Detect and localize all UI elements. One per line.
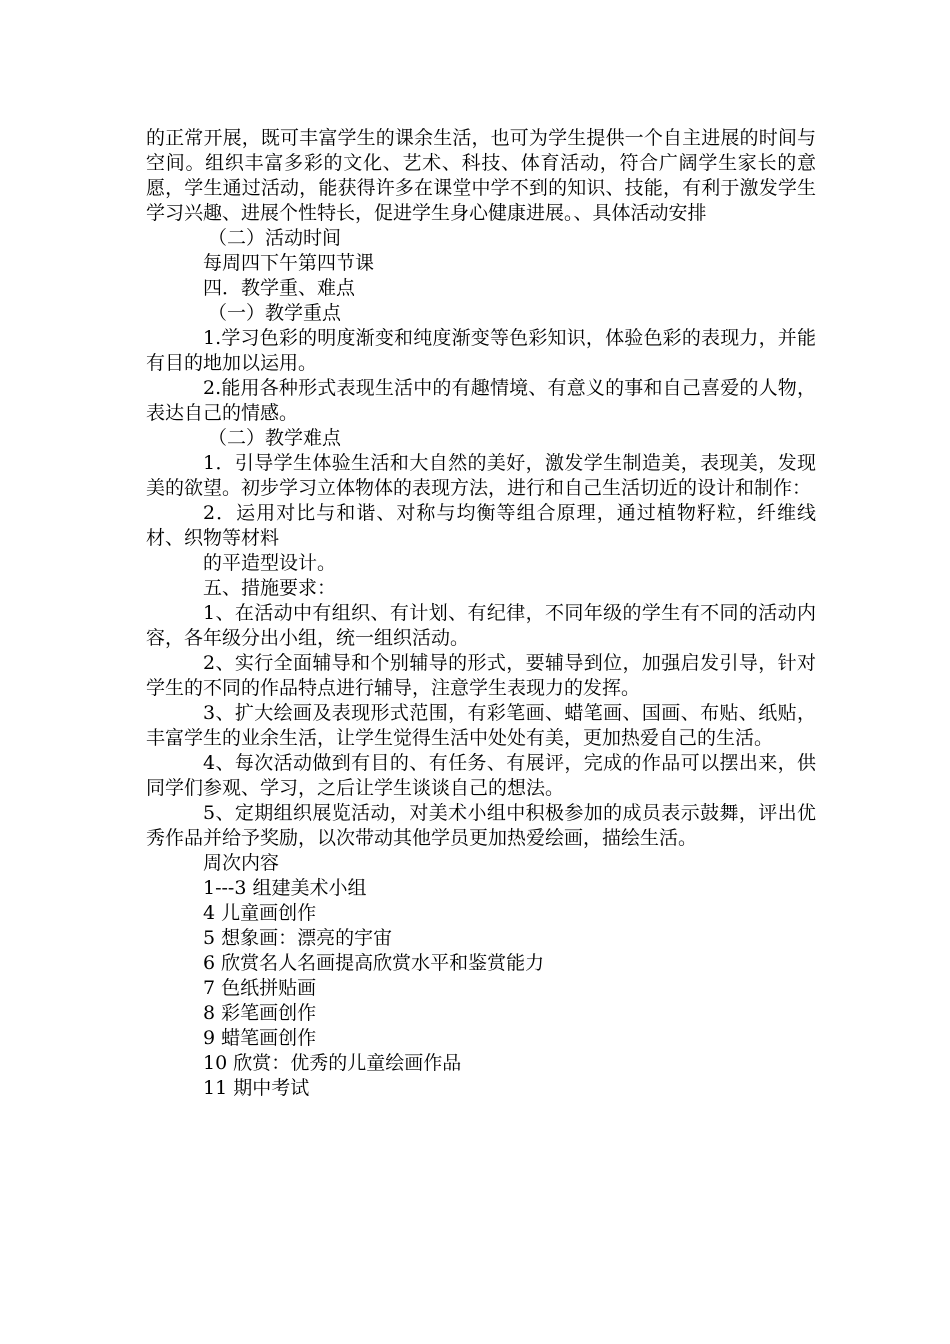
heading-measures: 五、措施要求： (203, 577, 337, 599)
schedule-item: 8 彩笔画创作 (203, 1002, 317, 1024)
schedule-item: 10 欣赏：优秀的儿童绘画作品 (203, 1052, 462, 1074)
schedule-item: 9 蜡笔画创作 (203, 1027, 317, 1049)
schedule-item: 4 儿童画创作 (203, 902, 317, 924)
schedule-item: 6 欣赏名人名画提高欣赏水平和鉴赏能力 (203, 952, 545, 974)
paragraph-measure-2: 2、实行全面辅导和个别辅导的形式，要辅导到位，加强启发引导，针对学生的不同的作品特点进行辅导，注意学生表现力的发挥。 (146, 652, 816, 699)
heading-difficult-points: （二）教学难点 (208, 427, 342, 449)
paragraph-activity-time: 每周四下午第四节课 (203, 252, 375, 274)
document-body (146, 126, 816, 1101)
paragraph-difficult-point-2: 2．运用对比与和谐、对称与均衡等组合原理，通过植物籽粒，纤维线材、织物等材料 (146, 502, 816, 549)
heading-key-difficult-points: 四．教学重、难点 (203, 277, 356, 299)
paragraph-measure-4: 4、每次活动做到有目的、有任务、有展评，完成的作品可以摆出来，供同学们参观、学习，之后让学生谈谈自己的想法。 (146, 752, 816, 799)
paragraph-key-point-2: 2.能用各种形式表现生活中的有趣情境、有意义的事和自己喜爱的人物，表达自己的情感。 (146, 377, 816, 424)
paragraph-measure-1: 1、在活动中有组织、有计划、有纪律，不同年级的学生有不同的活动内容，各年级分出小组，统一组织活动。 (146, 602, 816, 649)
schedule-item: 11 期中考试 (203, 1077, 310, 1099)
paragraph-measure-5: 5、定期组织展览活动，对美术小组中积极参加的成员表示鼓舞，评出优秀作品并给予奖励，以次带动其他学员更加热爱绘画，描绘生活。 (146, 802, 816, 849)
paragraph-intro: 的正常开展，既可丰富学生的课余生活，也可为学生提供一个自主进展的时间与空间。组织丰富多彩的文化、艺术、科技、体育活动，符合广阔学生家长的意愿，学生通过活动，能获得许多在课堂中学不到的知识、技能，有利于激发学生学习兴趣、进展个性特长，促进学生身心健康进展。、具体活动安排 (146, 127, 816, 224)
schedule-item: 1---3 组建美术小组 (203, 877, 367, 899)
heading-activity-time: （二）活动时间 (208, 227, 342, 249)
paragraph-measure-3: 3、扩大绘画及表现形式范围，有彩笔画、蜡笔画、国画、布贴、纸贴，丰富学生的业余生活，让学生觉得生活中处处有美，更加热爱自己的生活。 (146, 702, 816, 749)
schedule-item: 5 想象画：漂亮的宇宙 (203, 927, 393, 949)
paragraph-key-point-1: 1.学习色彩的明度渐变和纯度渐变等色彩知识，体验色彩的表现力，并能有目的地加以运用。 (146, 327, 816, 374)
paragraph-difficult-point-2-cont: 的平造型设计。 (203, 552, 337, 574)
heading-key-points: （一）教学重点 (208, 302, 342, 324)
heading-schedule: 周次内容 (203, 852, 280, 874)
paragraph-difficult-point-1: 1．引导学生体验生活和大自然的美好，激发学生制造美，表现美，发现美的欲望。初步学习立体物体的表现方法，进行和自己生活切近的设计和制作： (146, 452, 816, 499)
schedule-item: 7 色纸拼贴画 (203, 977, 317, 999)
